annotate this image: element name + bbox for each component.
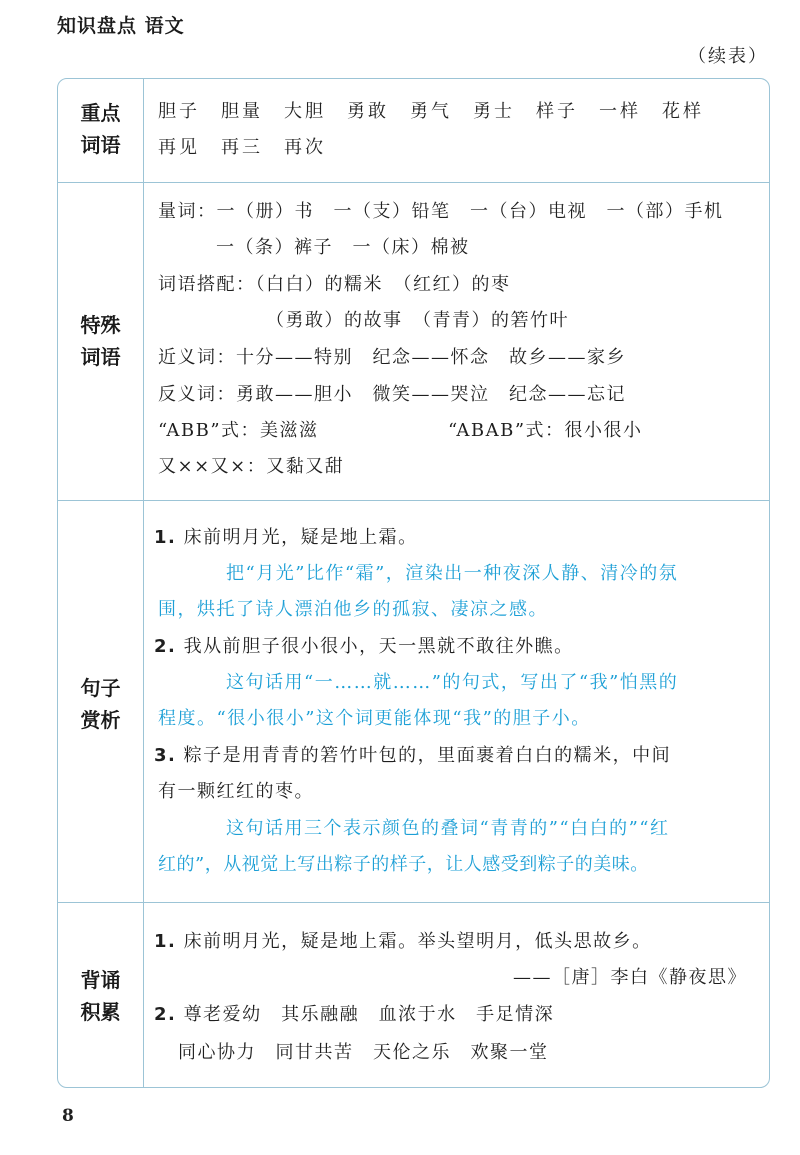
collocation-line: 词语搭配：（白白）的糯米 （红红）的枣 <box>158 274 511 295</box>
annotation-line: 红的”，从视觉上写出粽子的样子，让人感受到粽子的美味。 <box>158 854 649 875</box>
poem-line <box>154 929 652 955</box>
measure-words-line: 一（条）裤子 一（床）棉被 <box>216 237 470 258</box>
pattern-line: 又××又×：又黏又甜 <box>158 456 345 477</box>
poem-text: 床前明月光，疑是地上霜。举头望明月，低头思故乡。 <box>183 931 652 952</box>
abb-pattern-line: “ABB”式：美滋滋 <box>158 420 319 441</box>
collocation-line: （勇敢）的故事 （青青）的箬竹叶 <box>266 310 569 331</box>
sentence-text: 床前明月光，疑是地上霜。 <box>183 527 418 548</box>
annotation-line: 围，烘托了诗人漂泊他乡的孤寂、凄凉之感。 <box>158 599 548 620</box>
row-divider <box>58 182 769 183</box>
antonym-line: 反义词：勇敢——胆小 微笑——哭泣 纪念——忘记 <box>158 384 626 405</box>
row-label-special-words: 特殊 词语 <box>80 313 121 369</box>
measure-words-line: 量词：一（册）书 一（支）铅笔 一（台）电视 一（部）手机 <box>158 201 724 222</box>
row-label-recitation: 背诵 积累 <box>80 968 121 1024</box>
row-label-key-words: 重点 词语 <box>80 101 121 157</box>
idiom-text: 尊老爱幼 其乐融融 血浓于水 手足情深 <box>183 1004 555 1025</box>
column-divider <box>143 79 144 1087</box>
continued-note: （续表） <box>688 46 768 67</box>
poem-source: ——［唐］李白《静夜思》 <box>513 967 747 988</box>
item-number: 1. <box>154 527 177 548</box>
key-words-line: 再见 再三 再次 <box>158 137 326 158</box>
row-divider <box>58 500 769 501</box>
item-number: 2. <box>154 636 177 657</box>
page-number: 8 <box>62 1106 74 1126</box>
sentence-item <box>154 634 574 660</box>
key-words-line: 胆子 胆量 大胆 勇敢 勇气 勇士 样子 一样 花样 <box>158 101 704 122</box>
annotation-line: 把“月光”比作“霜”，渲染出一种夜深人静、清冷的氛 <box>226 563 679 584</box>
item-number: 3. <box>154 745 177 766</box>
sentence-item <box>154 525 418 551</box>
sentence-text: 粽子是用青青的箬竹叶包的，里面裹着白白的糯米，中间 <box>183 745 672 766</box>
annotation-line: 这句话用三个表示颜色的叠词“青青的”“白白的”“红 <box>226 818 670 839</box>
row-divider <box>58 902 769 903</box>
annotation-line: 这句话用“一……就……”的句式，写出了“我”怕黑的 <box>226 672 679 693</box>
idiom-line: 同心协力 同甘共苦 天伦之乐 欢聚一堂 <box>178 1042 549 1063</box>
sentence-item <box>154 743 671 769</box>
synonym-line: 近义词：十分——特别 纪念——怀念 故乡——家乡 <box>158 347 626 368</box>
item-number: 2. <box>154 1004 177 1025</box>
abab-pattern-line: “ABAB”式：很小很小 <box>448 420 643 441</box>
row-label-sentences: 句子 赏析 <box>80 676 121 732</box>
annotation-line: 程度。“很小很小”这个词更能体现“我”的胆子小。 <box>158 708 591 729</box>
page-header-title: 知识盘点 语文 <box>57 15 185 37</box>
item-number: 1. <box>154 931 177 952</box>
idiom-line <box>154 1002 554 1028</box>
sentence-text: 我从前胆子很小很小，天一黑就不敢往外瞧。 <box>183 636 574 657</box>
knowledge-table <box>57 78 770 1088</box>
sentence-text-cont: 有一颗红红的枣。 <box>158 781 314 802</box>
